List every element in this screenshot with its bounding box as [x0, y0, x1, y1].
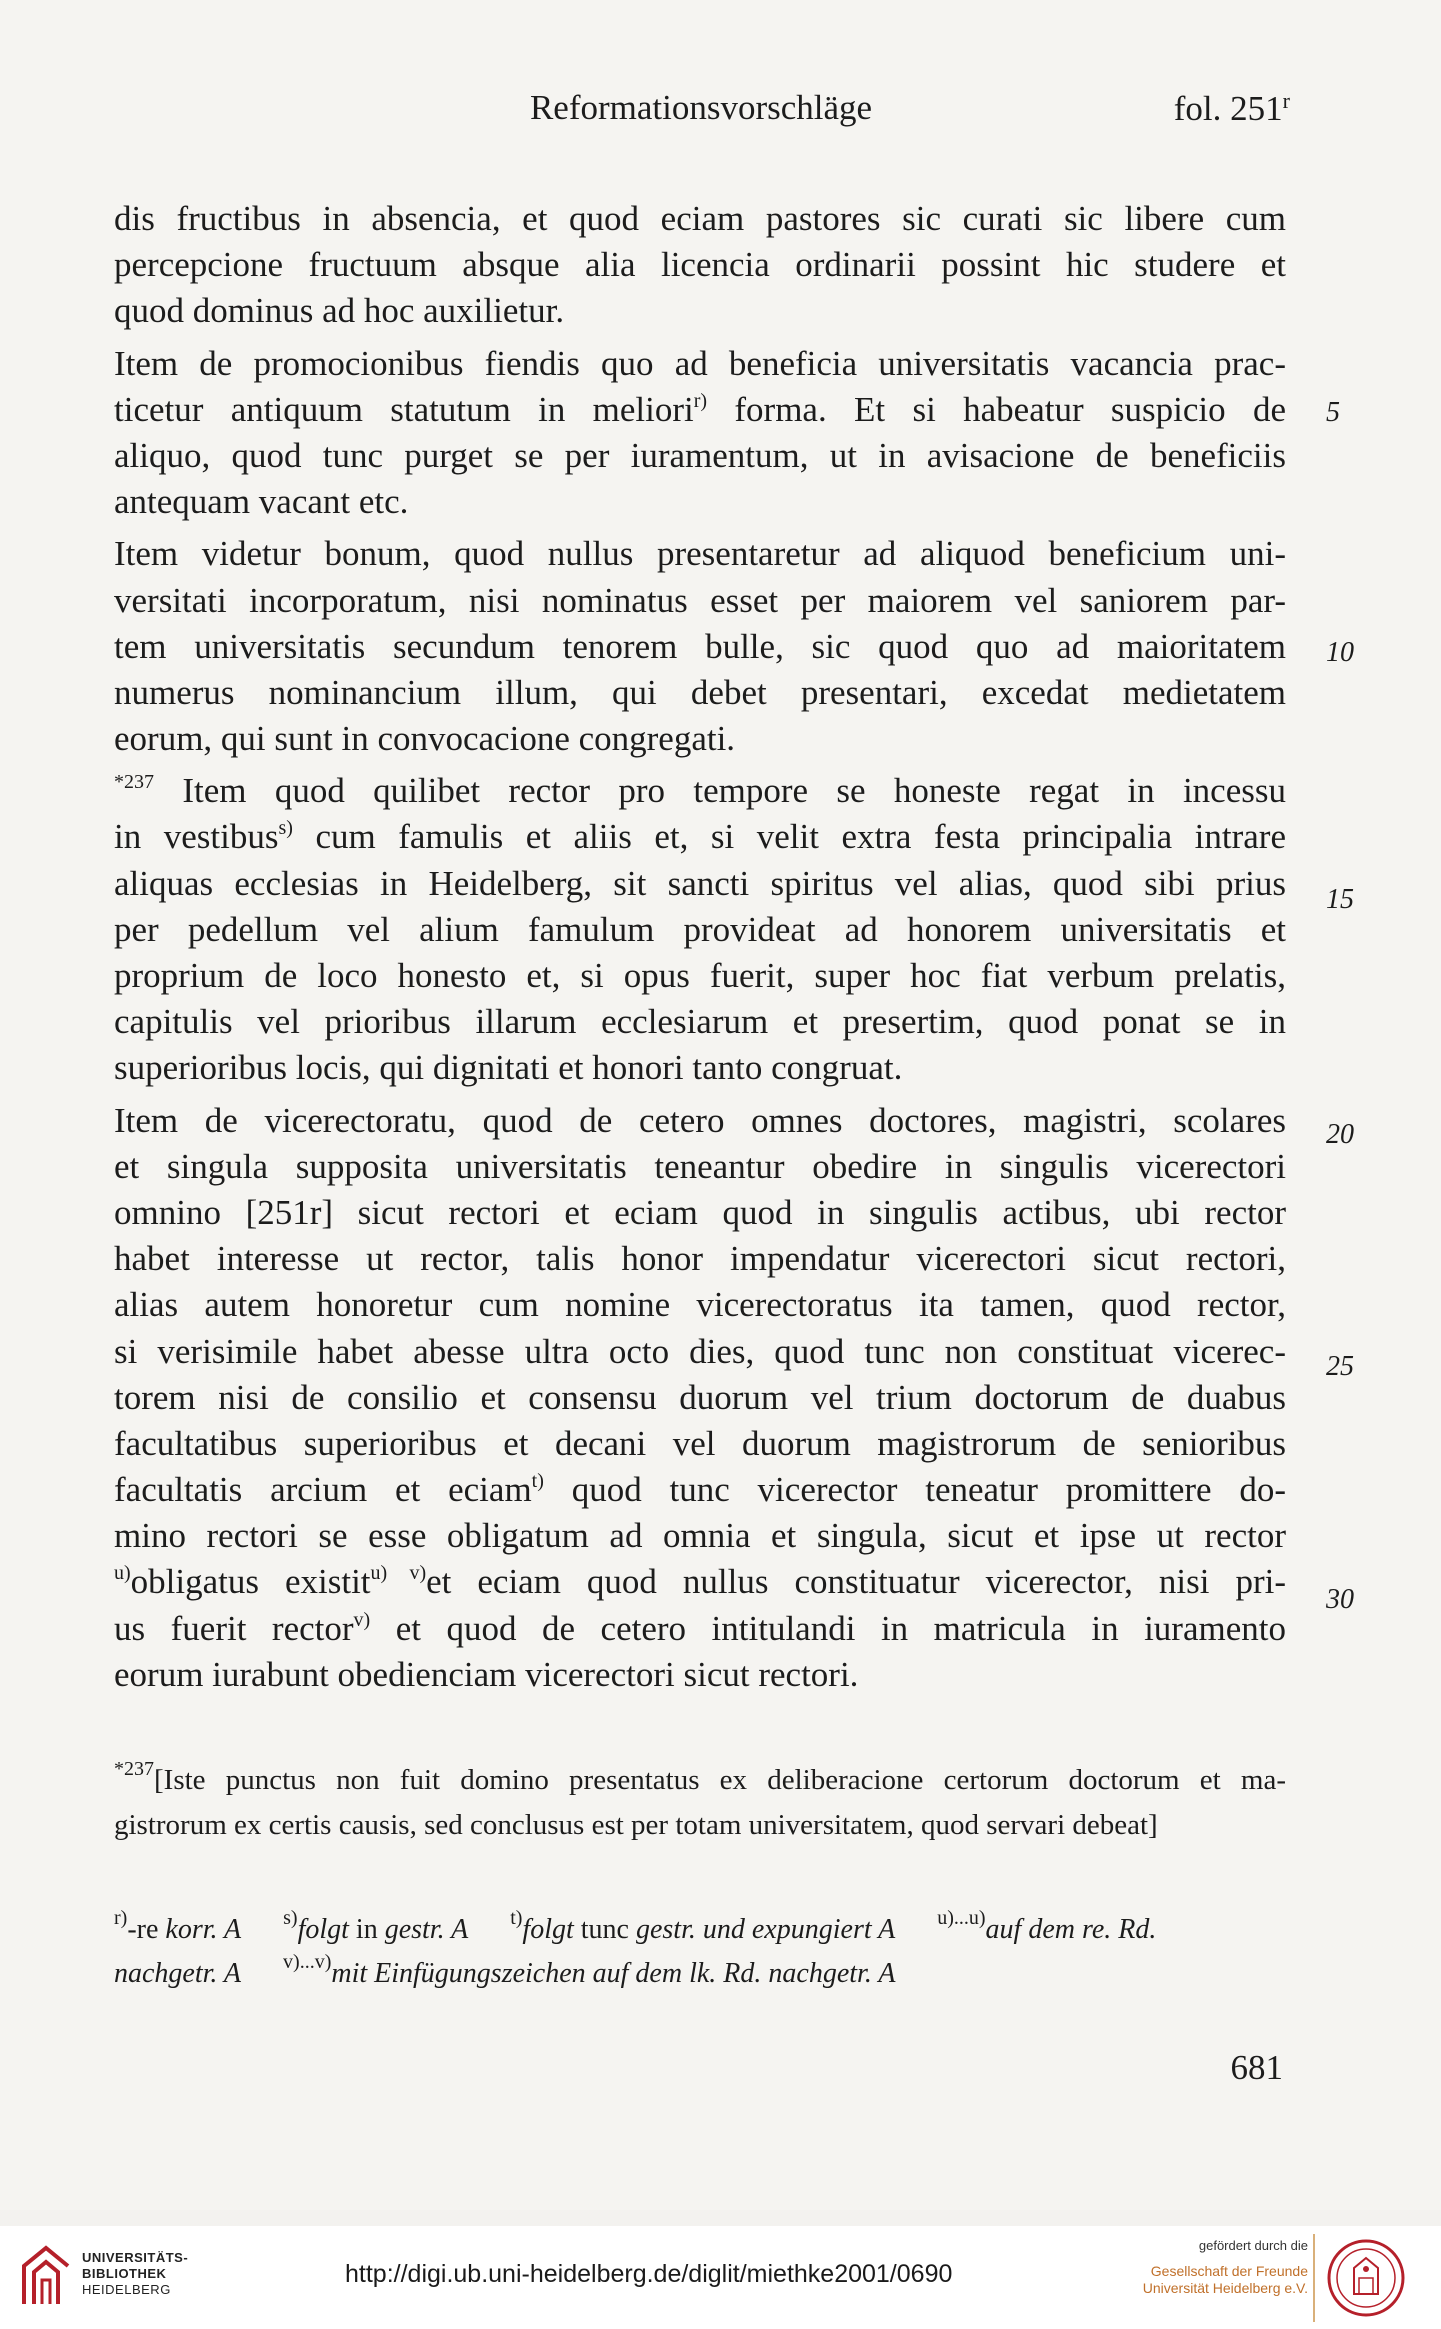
sponsor-label: gefördert durch die: [1198, 2238, 1308, 2253]
sponsor-name-line: Universität Heidelberg e.V.: [1142, 2280, 1308, 2296]
line-number-20: 20: [1326, 1119, 1354, 1150]
running-head: [112, 88, 1290, 138]
text-line: si verisimile habet abesse ultra octo dies, quod tunc non constituat vicerec-: [114, 1331, 1286, 1371]
text-line: [114, 768, 1286, 814]
library-name[interactable]: [82, 2250, 188, 2298]
text-line: omnino [251r] sicut rectori et eciam quod in singulis actibus, ubi rector: [114, 1192, 1286, 1232]
text-line: antequam vacant etc.: [114, 482, 409, 522]
text-segment: auf dem re. Rd.: [985, 1914, 1157, 1945]
footnote-marker: s): [278, 817, 293, 840]
footnote-marker: u): [370, 1562, 388, 1585]
text-segment: obligatus existit: [130, 1562, 371, 1602]
text-line: [114, 387, 1286, 433]
text-line: [114, 1559, 1286, 1605]
text-line: [114, 814, 1286, 860]
line-number-15: 15: [1326, 884, 1354, 915]
text-segment: gestr. und expungiert A: [635, 1914, 896, 1945]
digitization-footer: [0, 2226, 1441, 2329]
line-number-25: 25: [1326, 1351, 1354, 1382]
apparatus-line: [114, 1952, 1286, 1996]
footnote-line: gistrorum ex certis causis, sed conclusus est per totam universitatem, quod servari debeat]: [114, 1809, 1158, 1841]
text-segment: forma. Et si habeatur suspicio de: [707, 389, 1287, 429]
sponsor-block[interactable]: [1118, 2238, 1308, 2297]
footnote-marker: v): [387, 1562, 427, 1585]
text-line: Item de promocionibus fiendis quo ad beneficia universitatis vacancia prac-: [114, 343, 1286, 383]
text-line: percepcione fructuum absque alia licencia ordinarii possint hic studere et: [114, 245, 1286, 285]
paragraph-2: [114, 341, 1286, 526]
apparatus-line: [114, 1908, 1286, 1952]
paragraph-1: [114, 196, 1286, 335]
text-segment: korr. A: [165, 1914, 242, 1945]
text-line: [114, 1606, 1286, 1652]
text-line: habet interesse ut rector, talis honor impendatur vicerectori sicut rectori,: [114, 1239, 1286, 1279]
footnote-marker: *237: [114, 1758, 154, 1780]
footnote-marker: *237: [114, 771, 154, 794]
page-number: 681: [1230, 2048, 1283, 2087]
text-segment: et quod de cetero intitulandi in matricula in iuramento: [370, 1608, 1286, 1648]
text-segment: folgt: [297, 1914, 349, 1945]
text-line: versitati incorporatum, nisi nominatus esset per maiorem vel saniorem par-: [114, 580, 1286, 620]
text-line: quod dominus ad hoc auxilietur.: [114, 291, 565, 331]
text-line: tem universitatis secundum tenorem bulle, sic quod quo ad maioritatem: [114, 626, 1286, 666]
asterisk-footnote: [114, 1758, 1286, 1848]
folio-superscript: r: [1282, 88, 1290, 113]
text-line: mino rectori se esse obligatum ad omnia et singula, sicut et ipse ut rector: [114, 1516, 1286, 1556]
text-line: aliquas ecclesias in Heidelberg, sit sancti spiritus vel alias, quod sibi prius: [114, 863, 1286, 903]
edition-text: [114, 196, 1286, 1704]
text-segment: cum famulis et aliis et, si velit extra festa principalia intrare: [292, 817, 1286, 857]
paragraph-3: [114, 531, 1286, 762]
text-segment: us fuerit rector: [114, 1608, 354, 1648]
university-seal-icon[interactable]: [1326, 2238, 1406, 2318]
text-segment: tunc: [573, 1914, 636, 1945]
text-line: eorum, qui sunt in convocacione congregati.: [114, 719, 736, 759]
footnote-marker: v): [353, 1608, 371, 1631]
text-line: capitulis vel prioribus illarum ecclesiarum et presertim, quod ponat se in: [114, 1002, 1286, 1042]
paragraph-5: [114, 1098, 1286, 1698]
text-line: facultatibus superioribus et decani vel duorum magistrorum de senioribus: [114, 1423, 1286, 1463]
text-segment: -re: [127, 1914, 166, 1945]
text-segment: facultatis arcium et eciam: [114, 1470, 532, 1510]
university-library-logo-icon[interactable]: [16, 2240, 76, 2310]
text-segment: in: [348, 1914, 385, 1945]
text-line: dis fructibus in absencia, et quod eciam pastores sic curati sic libere cum: [114, 199, 1286, 238]
text-segment: quod tunc vicerector teneatur promittere do-: [543, 1470, 1286, 1510]
text-line: [114, 1467, 1286, 1513]
text-segment: gestr. A: [384, 1914, 469, 1945]
text-line: torem nisi de consilio et consensu duorum vel trium doctorum de duabus: [114, 1377, 1286, 1417]
apparatus-marker: s): [283, 1907, 298, 1929]
text-segment: in vestibus: [114, 817, 279, 857]
text-line: numerus nominancium illum, qui debet presentari, excedat medietatem: [114, 672, 1286, 712]
footnote-marker: u): [114, 1562, 131, 1585]
text-segment: Item quod quilibet rector pro tempore se honeste regat in incessu: [154, 771, 1286, 811]
text-line: proprium de loco honesto et, si opus fuerit, super hoc fiat verbum prelatis,: [114, 956, 1286, 995]
text-line: eorum iurabunt obedienciam vicerectori sicut rectori.: [114, 1654, 859, 1694]
text-line: aliquo, quod tunc purget se per iuramentum, ut in avisacione de beneficiis: [114, 435, 1286, 475]
text-segment: folgt: [522, 1914, 574, 1945]
footnote-line: [114, 1758, 1286, 1803]
apparatus-marker: u)...u): [937, 1907, 986, 1929]
line-number-5: 5: [1326, 397, 1340, 428]
library-name-line: UNIVERSITÄTS-: [82, 2250, 189, 2265]
text-line: Item de vicerectoratu, quod de cetero omnes doctores, magistri, scolares: [114, 1100, 1286, 1140]
folio-label: fol. 251: [1173, 89, 1283, 128]
footnote-marker: t): [531, 1470, 544, 1493]
text-line: alias autem honoretur cum nomine vicerectoratus ita tamen, quod rector,: [114, 1285, 1286, 1325]
folio-reference: [1174, 88, 1290, 129]
library-name-line: BIBLIOTHEK: [82, 2266, 167, 2281]
footer-divider: [1313, 2234, 1315, 2322]
permalink-url[interactable]: http://digi.ub.uni-heidelberg.de/diglit/miethke2001/0690: [345, 2260, 953, 2288]
line-number-10: 10: [1326, 637, 1354, 668]
text-line: superioribus locis, qui dignitati et honori tanto congruat.: [114, 1048, 903, 1088]
running-title: Reformationsvorschläge: [529, 88, 873, 127]
sponsor-name-line: Gesellschaft der Freunde: [1150, 2263, 1308, 2279]
critical-apparatus: [114, 1908, 1286, 1996]
apparatus-marker: r): [114, 1907, 128, 1929]
apparatus-marker: v)...v): [283, 1951, 332, 1973]
text-segment: ticetur antiquum statutum in meliori: [114, 389, 694, 429]
library-name-line: HEIDELBERG: [82, 2282, 171, 2297]
text-segment: et eciam quod nullus constituatur vicerector, nisi pri-: [426, 1562, 1286, 1602]
text-segment: [Iste punctus non fuit domino presentatus ex deliberacione certorum doctorum et ma-: [154, 1764, 1286, 1796]
text-segment: nachgetr. A: [114, 1958, 242, 1989]
text-line: Item videtur bonum, quod nullus presentaretur ad aliquod beneficium uni-: [114, 534, 1286, 574]
line-number-30: 30: [1326, 1584, 1354, 1615]
text-line: per pedellum vel alium famulum provideat ad honorem universitatis et: [114, 909, 1286, 949]
footnote-marker: r): [693, 389, 708, 412]
apparatus-marker: t): [510, 1907, 523, 1929]
text-line: et singula supposita universitatis teneantur obedire in singulis vicerectori: [114, 1146, 1286, 1186]
paragraph-4: [114, 768, 1286, 1091]
text-segment: mit Einfügungszeichen auf dem lk. Rd. nachgetr. A: [331, 1958, 896, 1989]
